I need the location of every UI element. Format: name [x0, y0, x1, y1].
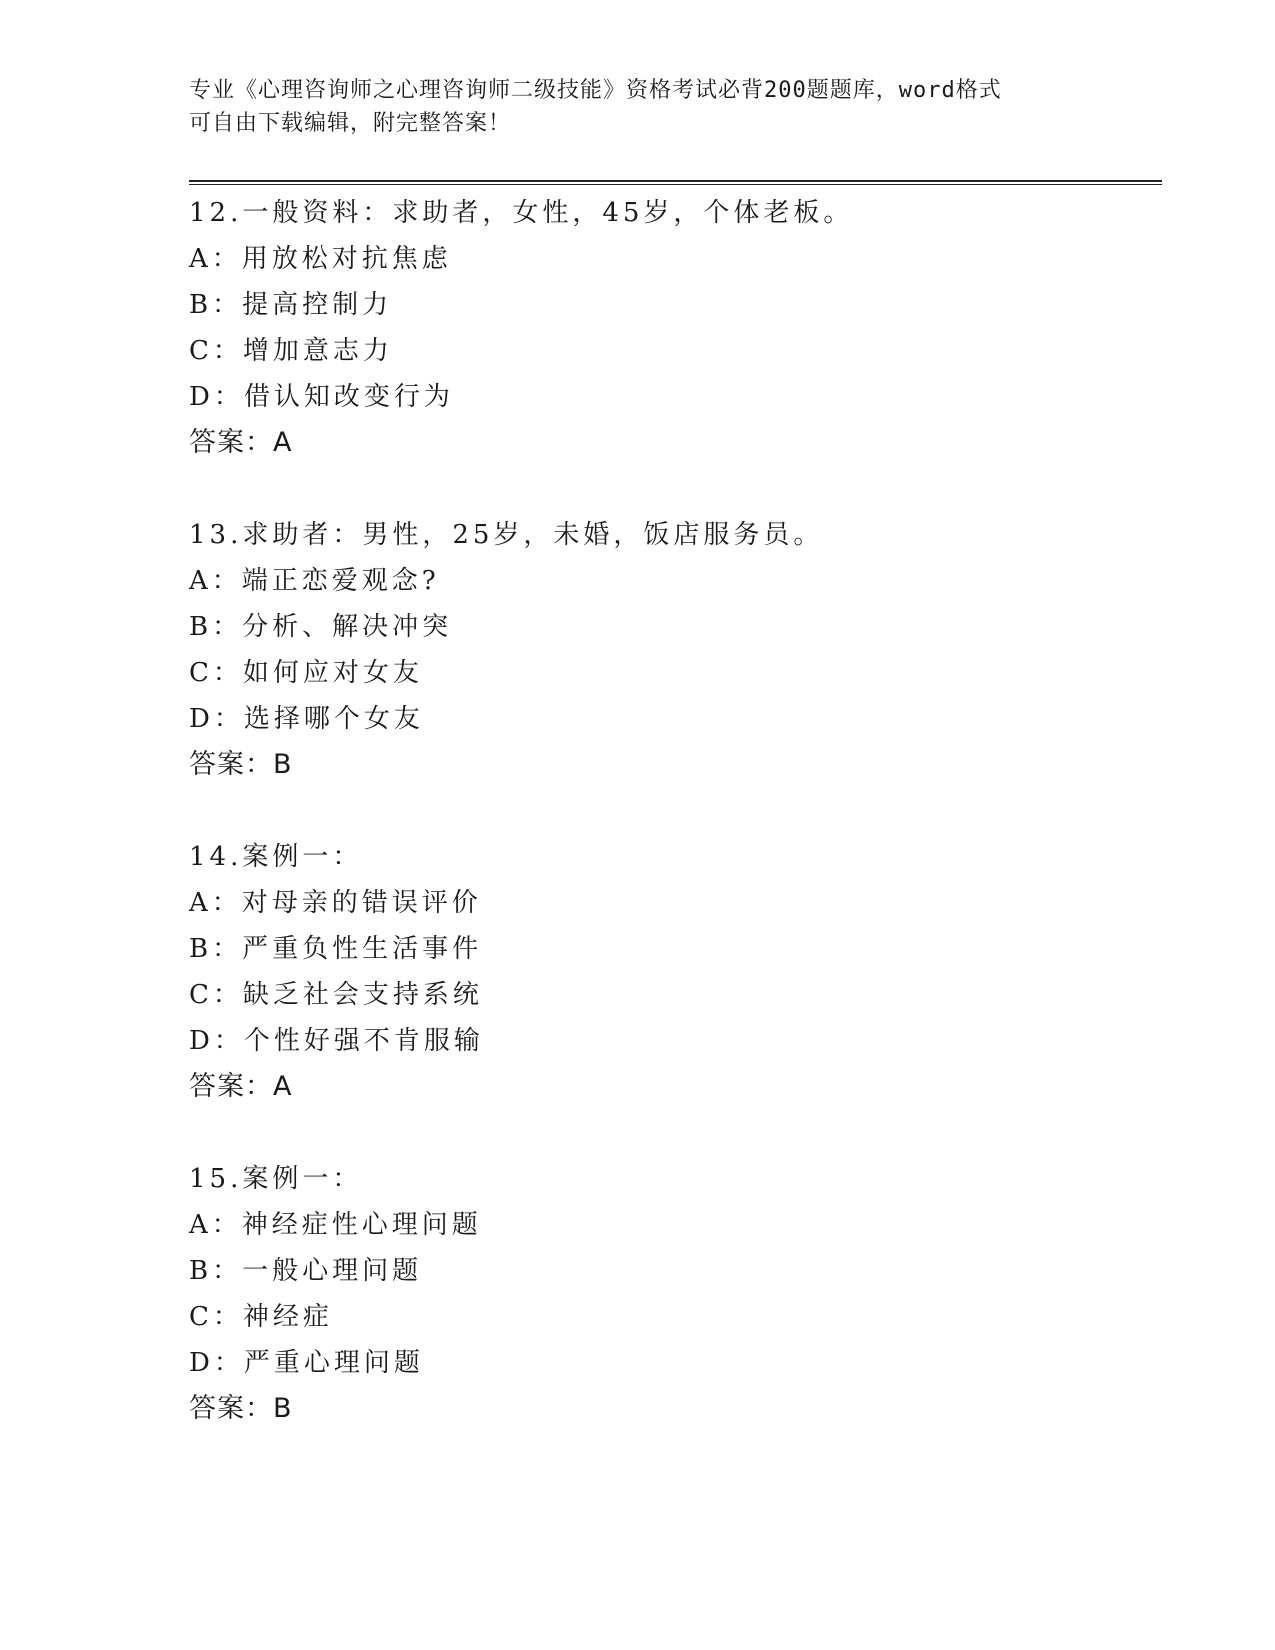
- question-item: [189, 834, 1149, 1110]
- option-c: C：神经症: [189, 1302, 333, 1332]
- header-divider-thick: [189, 180, 1162, 182]
- question-item: [189, 1156, 1149, 1432]
- option-a: A：神经症性心理问题: [189, 1210, 482, 1240]
- option-b: B：分析、解决冲突: [189, 612, 453, 642]
- option-d: D：个性好强不肯服输: [189, 1026, 484, 1056]
- option-a: A：端正恋爱观念?: [189, 566, 440, 596]
- header-line-1: 专业《心理咨询师之心理咨询师二级技能》资格考试必背200题题库，word格式: [189, 78, 1002, 103]
- option-c: C：缺乏社会支持系统: [189, 980, 483, 1010]
- question-list: [189, 190, 1149, 1478]
- option-b: B：一般心理问题: [189, 1256, 423, 1286]
- document-header: [189, 74, 1089, 140]
- header-line-2: 可自由下载编辑，附完整答案！: [189, 111, 512, 136]
- header-divider-thin: [189, 184, 1162, 185]
- option-d: D：选择哪个女友: [189, 704, 424, 734]
- option-c: C：增加意志力: [189, 336, 393, 366]
- answer-line: 答案：A: [189, 1071, 293, 1102]
- question-stem: 12.一般资料：求助者，女性，45岁，个体老板。: [189, 198, 854, 228]
- answer-line: 答案：B: [189, 749, 293, 780]
- option-a: A：用放松对抗焦虑: [189, 244, 452, 274]
- question-stem: 15.案例一：: [189, 1164, 363, 1194]
- option-a: A：对母亲的错误评价: [189, 888, 482, 918]
- option-b: B：提高控制力: [189, 290, 393, 320]
- answer-line: 答案：A: [189, 427, 293, 458]
- option-c: C：如何应对女友: [189, 658, 423, 688]
- option-d: D：借认知改变行为: [189, 382, 454, 412]
- answer-line: 答案：B: [189, 1393, 293, 1424]
- question-stem: 14.案例一：: [189, 842, 363, 872]
- option-b: B：严重负性生活事件: [189, 934, 483, 964]
- question-item: [189, 512, 1149, 788]
- question-item: [189, 190, 1149, 466]
- option-d: D：严重心理问题: [189, 1348, 424, 1378]
- question-stem: 13.求助者：男性，25岁，未婚，饭店服务员。: [189, 520, 824, 550]
